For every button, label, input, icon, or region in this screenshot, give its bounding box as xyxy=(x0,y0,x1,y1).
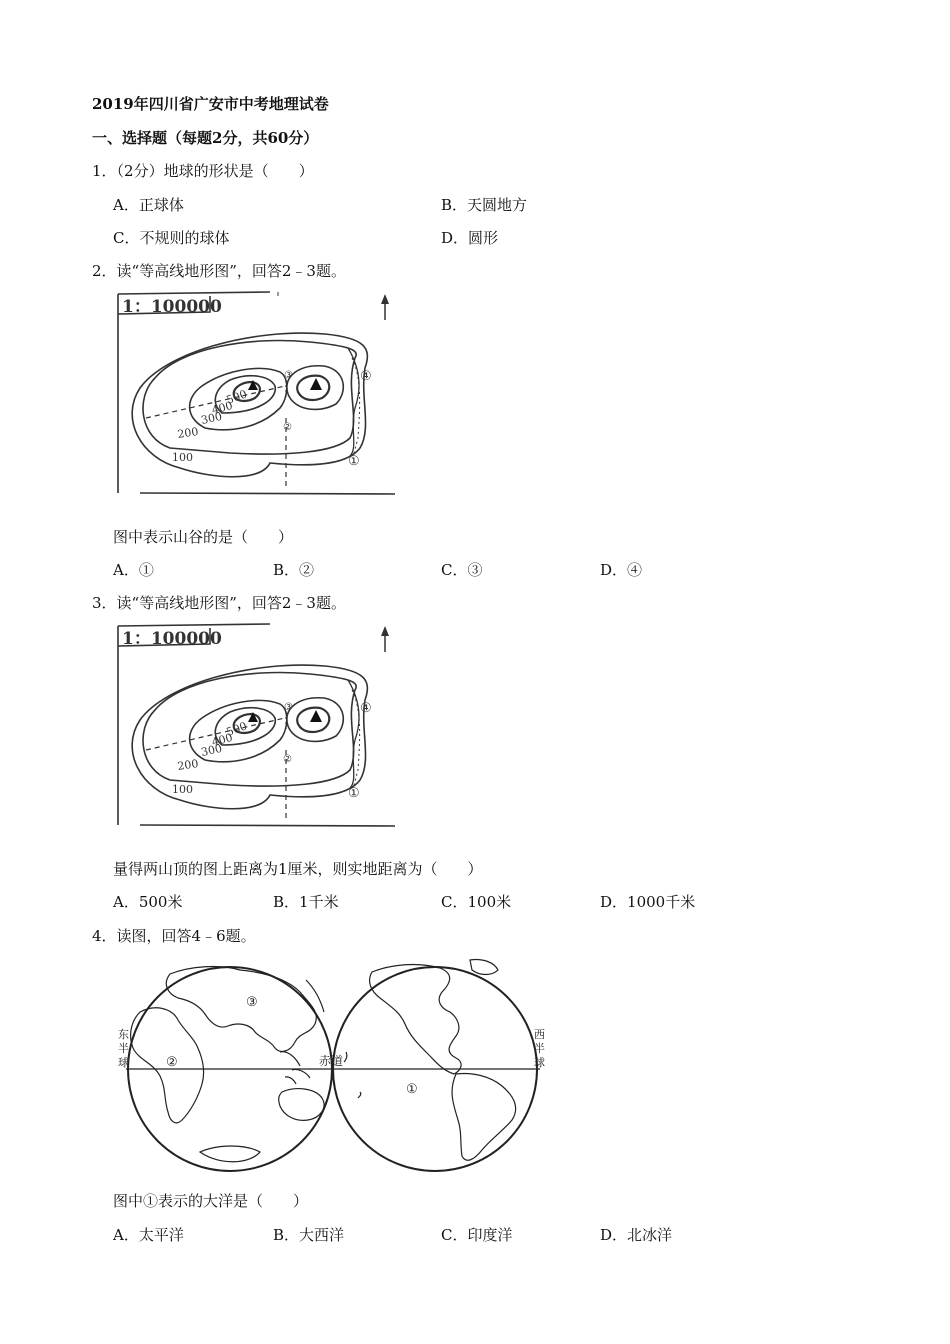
marker-3: ③ xyxy=(284,370,293,381)
question-number: 2． xyxy=(92,262,117,280)
marker-4: ④ xyxy=(360,701,372,716)
marker-4: ④ xyxy=(360,369,372,384)
question-stem: 读图，回答4﹣6题。 xyxy=(116,927,256,945)
contour-label-500: 500 xyxy=(224,387,249,407)
map-scale: 1：100000 xyxy=(122,629,222,649)
q3-option-b[interactable]: B．1千米 xyxy=(273,893,339,911)
q2-option-d[interactable]: D．④ xyxy=(600,561,643,579)
marker-2: ② xyxy=(283,422,292,433)
q2-option-a[interactable]: A．① xyxy=(113,561,154,579)
contour-label-200: 200 xyxy=(176,757,200,773)
marker-2: ② xyxy=(283,754,292,765)
q4-option-d[interactable]: D．北冰洋 xyxy=(600,1226,673,1244)
q2-option-b[interactable]: B．② xyxy=(273,561,315,579)
contour-label-400: 400 xyxy=(210,730,235,749)
contour-label-300: 300 xyxy=(199,741,224,759)
contour-label-200: 200 xyxy=(176,425,200,441)
east-label-3: 球 xyxy=(118,1056,129,1069)
q4-sub-question: 图中①表示的大洋是（ ） xyxy=(113,1192,309,1210)
marker-1: ① xyxy=(348,786,360,801)
exam-title: 2019年四川省广安市中考地理试卷 xyxy=(92,95,329,113)
west-label-3: 球 xyxy=(534,1056,545,1069)
equator-label: 赤道 xyxy=(319,1054,344,1068)
contour-map-figure xyxy=(110,288,405,498)
q4-option-c[interactable]: C．印度洋 xyxy=(441,1226,513,1244)
q3-option-a[interactable]: A．500米 xyxy=(113,893,183,911)
contour-label-400: 400 xyxy=(210,398,235,417)
east-label-2: 半 xyxy=(118,1042,129,1055)
question-stem: 读“等高线地形图”，回答2﹣3题。 xyxy=(116,262,346,280)
contour-label-300: 300 xyxy=(199,409,224,427)
continent-marker-3: ③ xyxy=(246,995,258,1010)
q3-option-c[interactable]: C．100米 xyxy=(441,893,512,911)
contour-label-500: 500 xyxy=(224,719,249,739)
contour-label-100: 100 xyxy=(172,783,193,796)
ocean-marker-2: ② xyxy=(166,1055,178,1070)
q3-sub-question: 量得两山顶的图上距离为1厘米，则实地距离为（ ） xyxy=(113,860,483,878)
section-heading: 一、选择题（每题2分，共60分） xyxy=(92,129,319,147)
q4-option-a[interactable]: A．太平洋 xyxy=(113,1226,184,1244)
marker-3: ③ xyxy=(284,702,293,713)
question-number: 1． xyxy=(92,162,117,180)
question-stem: 读“等高线地形图”，回答2﹣3题。 xyxy=(116,594,346,612)
contour-label-100: 100 xyxy=(172,451,193,464)
q1-option-d[interactable]: D．圆形 xyxy=(441,229,499,247)
question-number: 4． xyxy=(92,927,117,945)
ocean-marker-1: ① xyxy=(406,1082,418,1097)
hemispheres-map-figure xyxy=(110,952,555,1187)
west-label-1: 西 xyxy=(534,1028,545,1041)
q1-option-b[interactable]: B．天圆地方 xyxy=(441,196,528,214)
question-number: 3． xyxy=(92,594,117,612)
question-1 xyxy=(92,161,314,181)
contour-map-figure-2 xyxy=(110,620,405,830)
east-label-1: 东 xyxy=(118,1028,129,1041)
map-scale: 1：100000 xyxy=(122,297,222,317)
question-3 xyxy=(92,593,346,613)
question-stem: （2分）地球的形状是（ ） xyxy=(116,162,314,180)
q2-sub-question: 图中表示山谷的是（ ） xyxy=(113,528,294,546)
q1-option-a[interactable]: A．正球体 xyxy=(113,196,184,214)
west-label-2: 半 xyxy=(534,1042,545,1055)
q1-option-c[interactable]: C．不规则的球体 xyxy=(113,229,230,247)
q2-option-c[interactable]: C．③ xyxy=(441,561,483,579)
q4-option-b[interactable]: B．大西洋 xyxy=(273,1226,345,1244)
q3-option-d[interactable]: D．1000千米 xyxy=(600,893,696,911)
question-2 xyxy=(92,261,346,281)
marker-1: ① xyxy=(348,454,360,469)
question-4 xyxy=(92,926,256,946)
